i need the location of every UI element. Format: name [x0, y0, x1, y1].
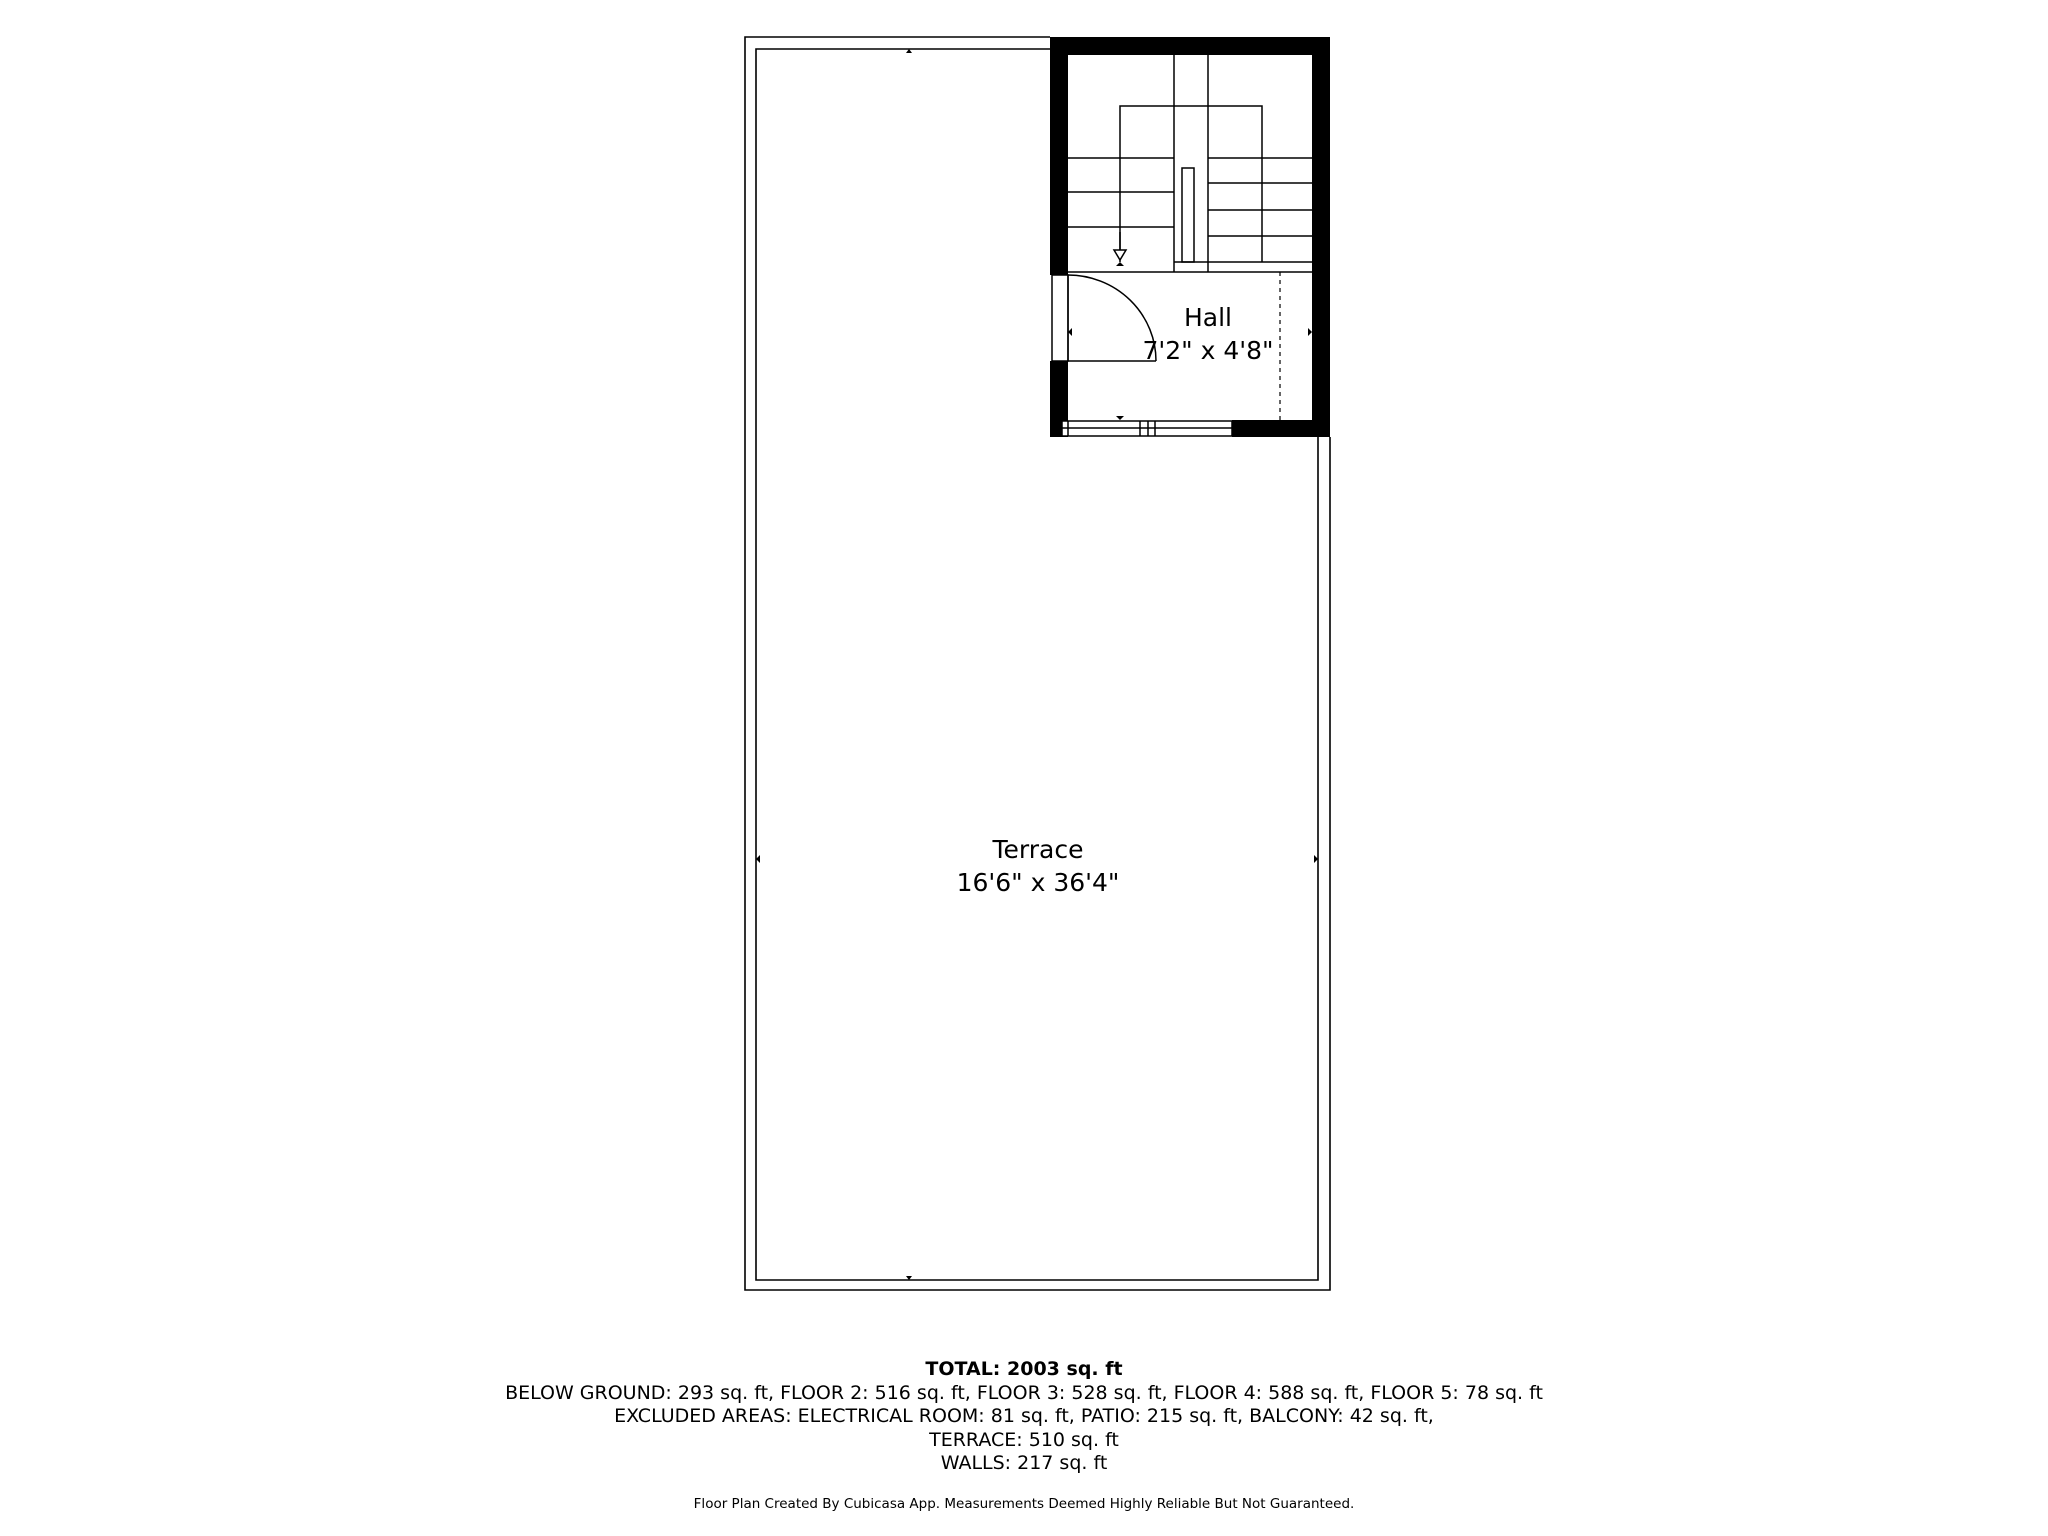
floor-areas-text: BELOW GROUND: 293 sq. ft, FLOOR 2: 516 sq. ft, FLOOR 3: 528 sq. ft, FLOOR 4: 588 sq. ft, FLOOR 5: 78 sq. ft — [505, 1381, 1543, 1404]
staircase — [1068, 55, 1312, 272]
terrace-name-label: Terrace — [992, 835, 1084, 864]
dimension-markers — [756, 49, 1318, 1280]
excluded-terrace-text: TERRACE: 510 sq. ft — [929, 1428, 1119, 1451]
hall-west-opening — [1052, 275, 1068, 361]
total-area-text: TOTAL: 2003 sq. ft — [925, 1358, 1123, 1380]
terrace-dimensions-label: 16'6" x 36'4" — [956, 868, 1120, 897]
hall-south-window — [1062, 421, 1232, 436]
area-summary — [0, 1358, 2048, 1476]
excluded-areas-text: EXCLUDED AREAS: ELECTRICAL ROOM: 81 sq. ft, PATIO: 215 sq. ft, BALCONY: 42 sq. ft, — [614, 1405, 1434, 1427]
disclaimer-text: Floor Plan Created By Cubicasa App. Measurements Deemed Highly Reliable But Not Guaranteed. — [693, 1496, 1355, 1512]
terrace-outline — [745, 37, 1330, 1290]
hall-walls — [1050, 37, 1330, 437]
hall-name-label: Hall — [1183, 303, 1233, 332]
hall-dimensions-label: 7'2" x 4'8" — [1142, 336, 1274, 365]
walls-area-text: WALLS: 217 sq. ft — [940, 1452, 1108, 1474]
